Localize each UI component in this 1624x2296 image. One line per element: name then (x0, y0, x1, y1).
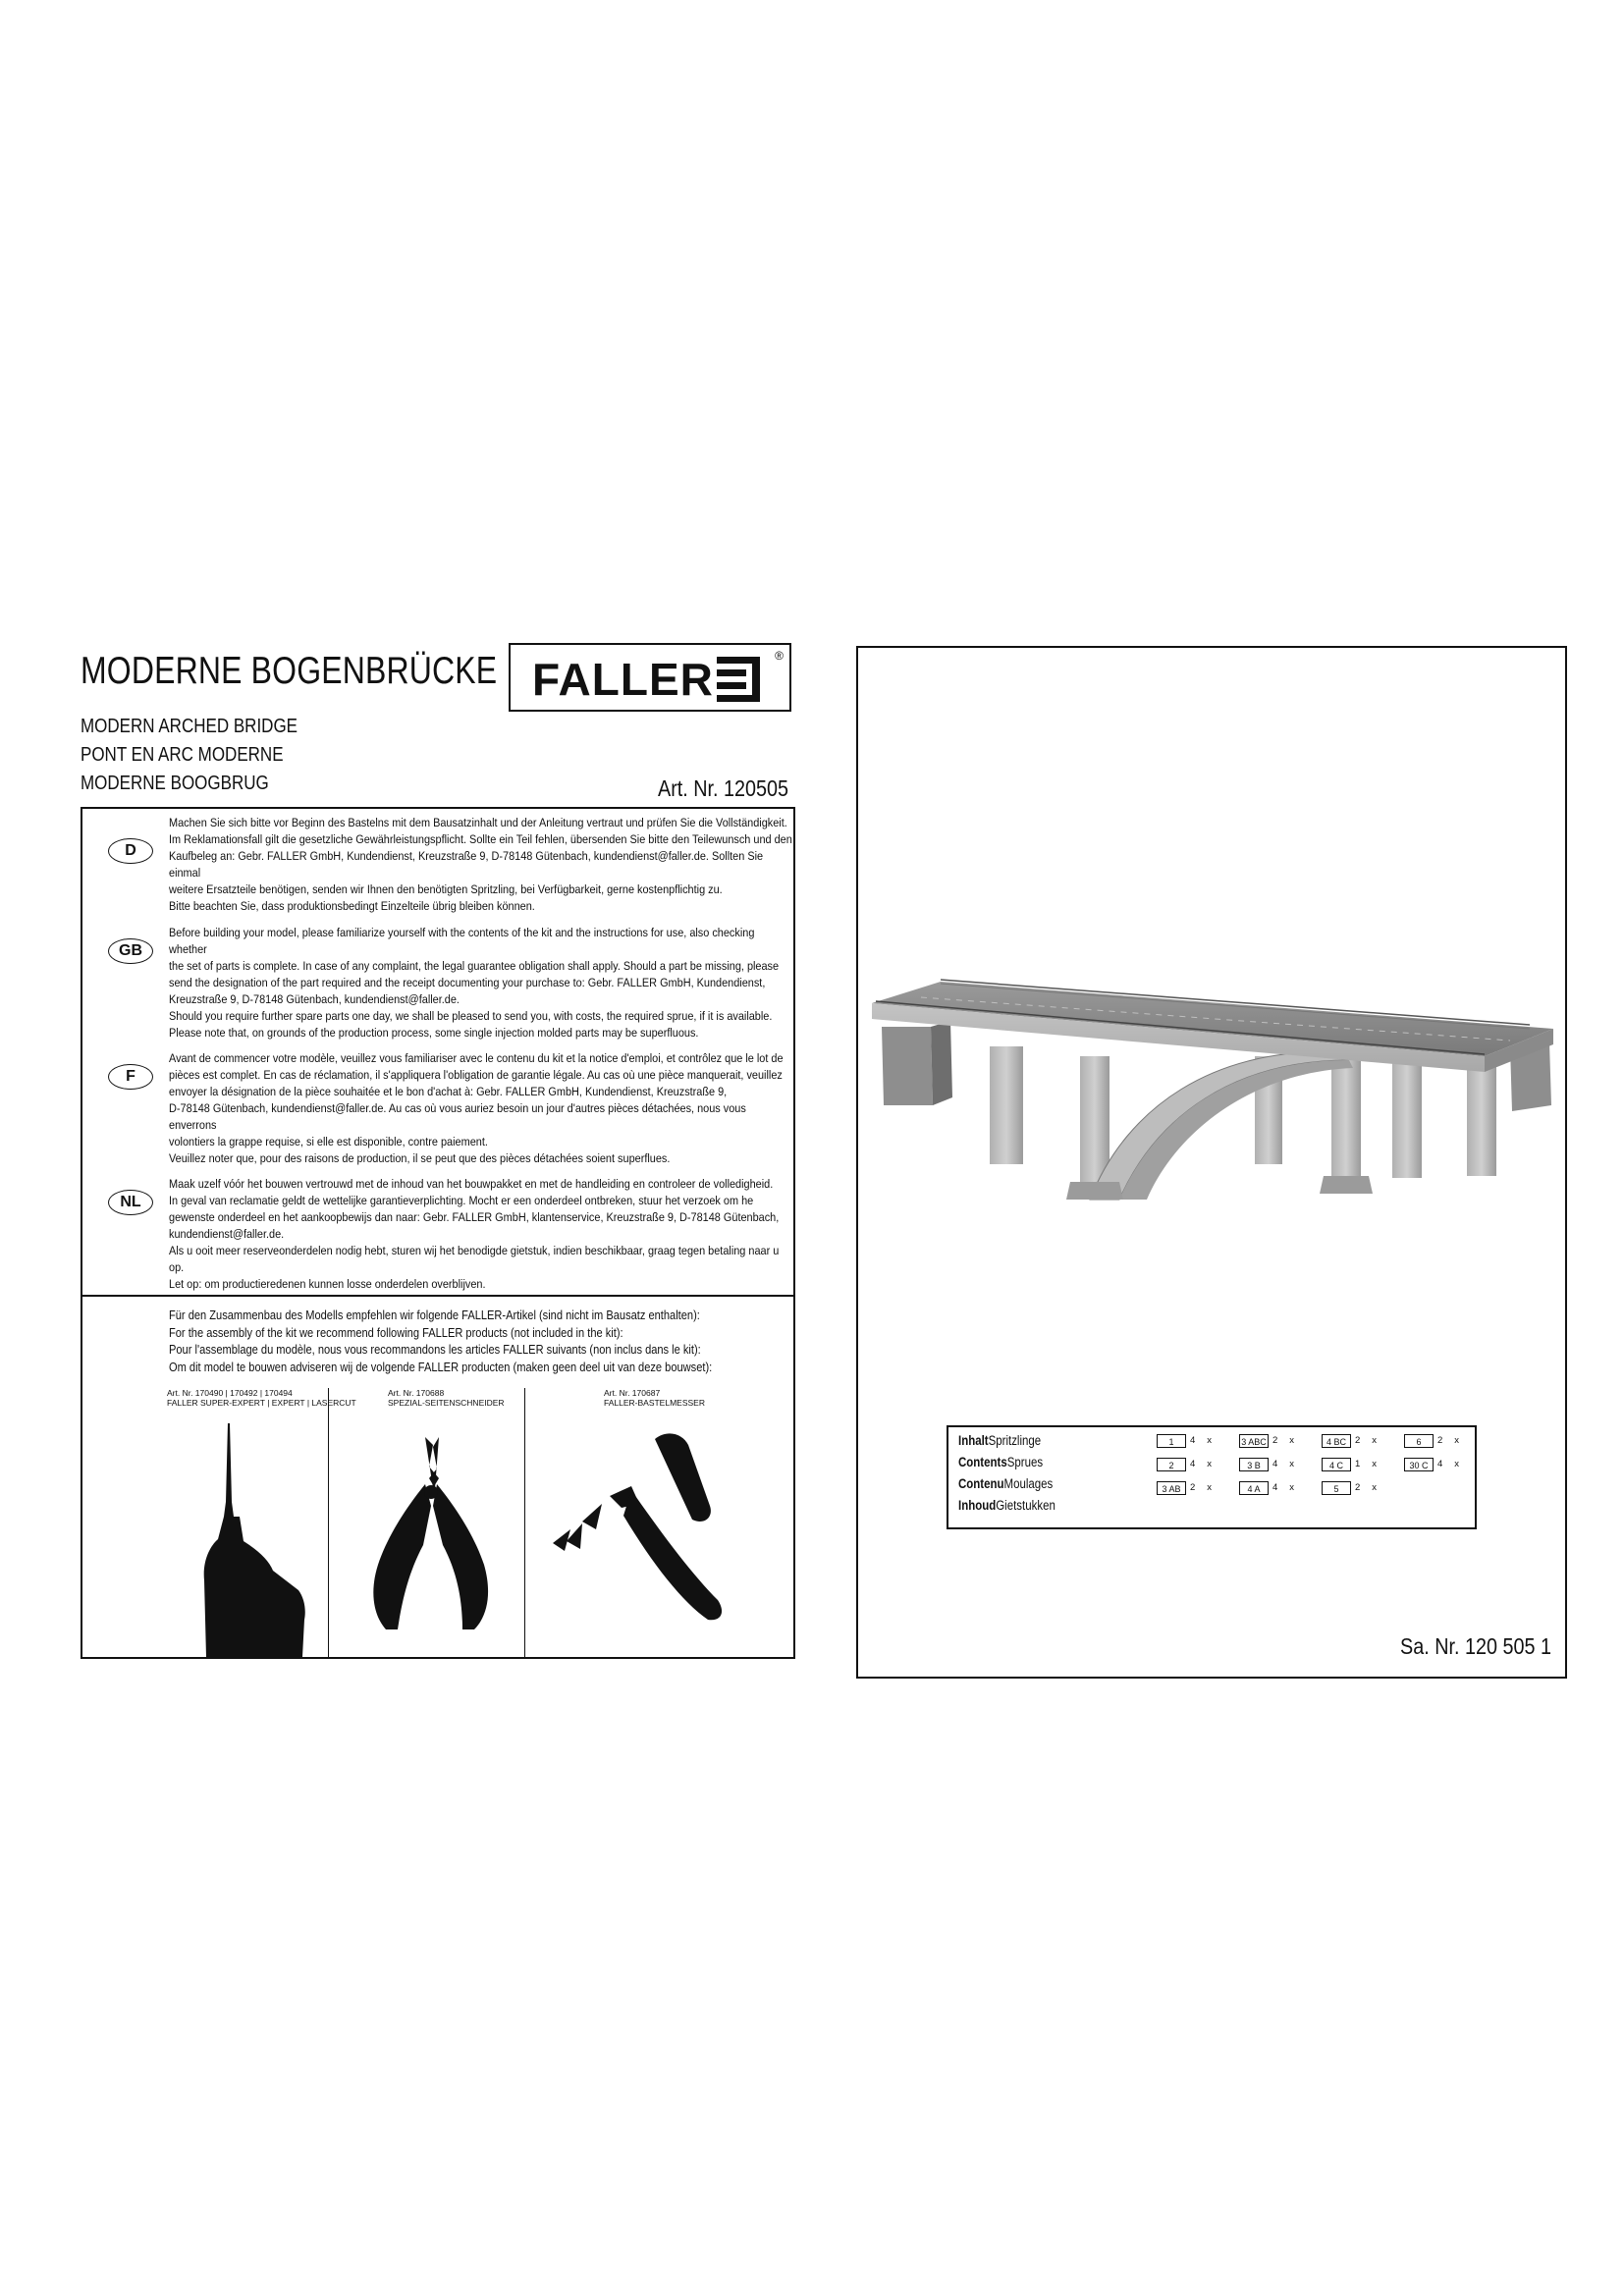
section-divider (82, 1295, 793, 1297)
instructions-frame (81, 807, 795, 1659)
faller-logo (509, 643, 791, 712)
lang-text-gb (169, 925, 795, 1041)
subtitle-fr: PONT EN ARC MODERNE (81, 744, 284, 766)
text-line: volontiers la grappe requise, si elle est disponible, contre paiement. (169, 1135, 488, 1148)
text-line: send the designation of the part required and the receipt documenting your purchase to: Gebr. FALLER GmbH, Kundendienst, (169, 976, 766, 989)
glue-bottle-icon (200, 1423, 308, 1657)
tool-art-nr: Art. Nr. 170688 (388, 1388, 445, 1398)
sprue-item: 30 C 4 x (1404, 1457, 1459, 1472)
lang-badge-gb: GB (108, 938, 153, 964)
tool-glue (82, 1388, 356, 1659)
text-line: weitere Ersatzteile benötigen, senden wir Ihnen den benötigten Spritzling, bei Verfügbarkeit, gerne kostenpflichtig zu. (169, 882, 723, 896)
text-line: Avant de commencer votre modèle, veuillez vous familiariser avec le contenu du kit et la notice d'emploi, et contrôlez que le lot de (169, 1051, 784, 1065)
sprue-item: 3 ABC 2 x (1239, 1433, 1294, 1449)
sa-number: Sa. Nr. 120 505 1 (1400, 1633, 1551, 1659)
sprue-item: 4 BC 2 x (1322, 1433, 1377, 1449)
sprue-label-nl: InhoudGietstukken (958, 1498, 1056, 1513)
text-line: Als u ooit meer reserveonderdelen nodig hebt, sturen wij het benodigde gietstuk, indien beschikbaar, graag tegen betaling naar u op. (169, 1244, 780, 1274)
sprue-item: 4 A 4 x (1239, 1480, 1294, 1496)
text-line: pièces est complet. En cas de réclamation, il s'appliquera l'obligation de garantie légale. Au cas où une pièce manquerait, veuillez (169, 1068, 783, 1082)
hobby-knife-icon (545, 1427, 761, 1624)
text-line: Bitte beachten Sie, dass produktionsbedingt Einzelteile übrig bleiben können. (169, 899, 535, 913)
registered-mark: ® (775, 649, 784, 663)
text-line: Om dit model te bouwen adviseren wij de volgende FALLER producten (maken geen deel uit van deze bouwset): (169, 1360, 713, 1374)
text-line: Veuillez noter que, pour des raisons de production, il se peut que des pièces détachées soient superflues. (169, 1151, 671, 1165)
tool-art-nr: Art. Nr. 170687 (604, 1388, 661, 1398)
tool-name: FALLER-BASTELMESSER (604, 1398, 705, 1408)
sprue-label-en: ContentsSprues (958, 1455, 1044, 1469)
text-line: D-78148 Gütenbach, kundendienst@faller.de. Au cas où vous auriez besoin un jour d'autres pièces détachées, nous vous enverrons (169, 1101, 746, 1132)
tool-name: SPEZIAL-SEITENSCHNEIDER (388, 1398, 505, 1408)
sprue-contents-table (947, 1425, 1477, 1529)
tool-name: FALLER SUPER-EXPERT | EXPERT | LASERCUT (167, 1398, 356, 1408)
subtitle-en: MODERN ARCHED BRIDGE (81, 716, 298, 737)
sprue-label-fr: ContenuMoulages (958, 1476, 1054, 1491)
sprue-item: 3 B 4 x (1239, 1457, 1294, 1472)
text-line: Maak uzelf vóór het bouwen vertrouwd met de inhoud van het bouwpakket en met de handleiding en controleer de volledigheid. (169, 1177, 774, 1191)
logo-text: FALLER (532, 654, 714, 705)
text-line: Before building your model, please familiarize yourself with the contents of the kit and the instructions for use, also checking whether (169, 926, 755, 956)
logo-bars-icon (717, 657, 760, 702)
text-line: Kreuzstraße 9, D-78148 Gütenbach, kundendienst@faller.de. (169, 992, 460, 1006)
text-line: Für den Zusammenbau des Modells empfehlen wir folgende FALLER-Artikel (sind nicht im Bausatz enthalten): (169, 1308, 700, 1322)
sprue-item: 5 2 x (1322, 1480, 1377, 1496)
page-title: MODERNE BOGENBRÜCKE (81, 650, 498, 692)
side-cutter-icon (368, 1437, 496, 1633)
sprue-item: 2 4 x (1157, 1457, 1212, 1472)
sprue-label-de: InhaltSpritzlinge (958, 1433, 1042, 1448)
lang-text-f (169, 1050, 795, 1167)
lang-text-nl (169, 1176, 795, 1293)
tool-side-cutter (328, 1388, 525, 1659)
text-line: Please note that, on grounds of the production process, some single injection molded parts may be superfluous. (169, 1026, 699, 1040)
text-line: Machen Sie sich bitte vor Beginn des Bastelns mit dem Bausatzinhalt und der Anleitung vertraut und prüfen Sie die Vollständigkeit. (169, 816, 787, 829)
sprue-item: 4 C 1 x (1322, 1457, 1377, 1472)
lang-badge-f: F (108, 1064, 153, 1090)
bridge-illustration (862, 958, 1561, 1213)
text-line: Im Reklamationsfall gilt die gesetzliche Gewährleistungspflicht. Sollte ein Teil fehlen, übersenden Sie bitte den Teilewunsch und den (169, 832, 792, 846)
lang-badge-d: D (108, 838, 153, 864)
text-line: In geval van reclamatie geldt de wettelijke garantieverplichting. Mocht er een onderdeel ontbreken, stuur het verzoek om he (169, 1194, 754, 1207)
text-line: Pour l'assemblage du modèle, nous vous recommandons les articles FALLER suivants (non inclus dans le kit): (169, 1343, 701, 1357)
tool-hobby-knife (524, 1388, 796, 1659)
text-line: gewenste onderdeel en het aankoopbewijs dan naar: Gebr. FALLER GmbH, klantenservice, Kreuzstraße 9, D-78148 Gütenbach, (169, 1210, 780, 1224)
text-line: For the assembly of the kit we recommend following FALLER products (not included in the kit): (169, 1325, 623, 1340)
text-line: the set of parts is complete. In case of any complaint, the legal guarantee obligation shall apply. Should a part be missing, please (169, 959, 780, 973)
sprue-item: 3 AB 2 x (1157, 1480, 1212, 1496)
text-line: kundendienst@faller.de. (169, 1227, 285, 1241)
sprue-item: 1 4 x (1157, 1433, 1212, 1449)
tool-art-nr: Art. Nr. 170490 | 170492 | 170494 (167, 1388, 293, 1398)
text-line: Should you require further spare parts one day, we shall be pleased to send you, with costs, the required sprue, if it is available. (169, 1009, 773, 1023)
lang-text-d (169, 815, 795, 915)
sprue-item: 6 2 x (1404, 1433, 1459, 1449)
lang-badge-nl: NL (108, 1190, 153, 1215)
tools-recommendation (169, 1308, 765, 1376)
parts-frame (856, 646, 1567, 1679)
article-number: Art. Nr. 120505 (658, 775, 789, 801)
text-line: envoyer la désignation de la pièce souhaitée et le bon d'achat à: Gebr. FALLER GmbH, Kundendienst, Kreuzstraße 9, (169, 1085, 728, 1098)
text-line: Kaufbeleg an: Gebr. FALLER GmbH, Kundendienst, Kreuzstraße 9, D-78148 Gütenbach, kundendienst@faller.de. Sollten Sie einmal (169, 849, 764, 880)
text-line: Let op: om productieredenen kunnen losse onderdelen overblijven. (169, 1277, 486, 1291)
subtitle-nl: MODERNE BOOGBRUG (81, 773, 269, 794)
